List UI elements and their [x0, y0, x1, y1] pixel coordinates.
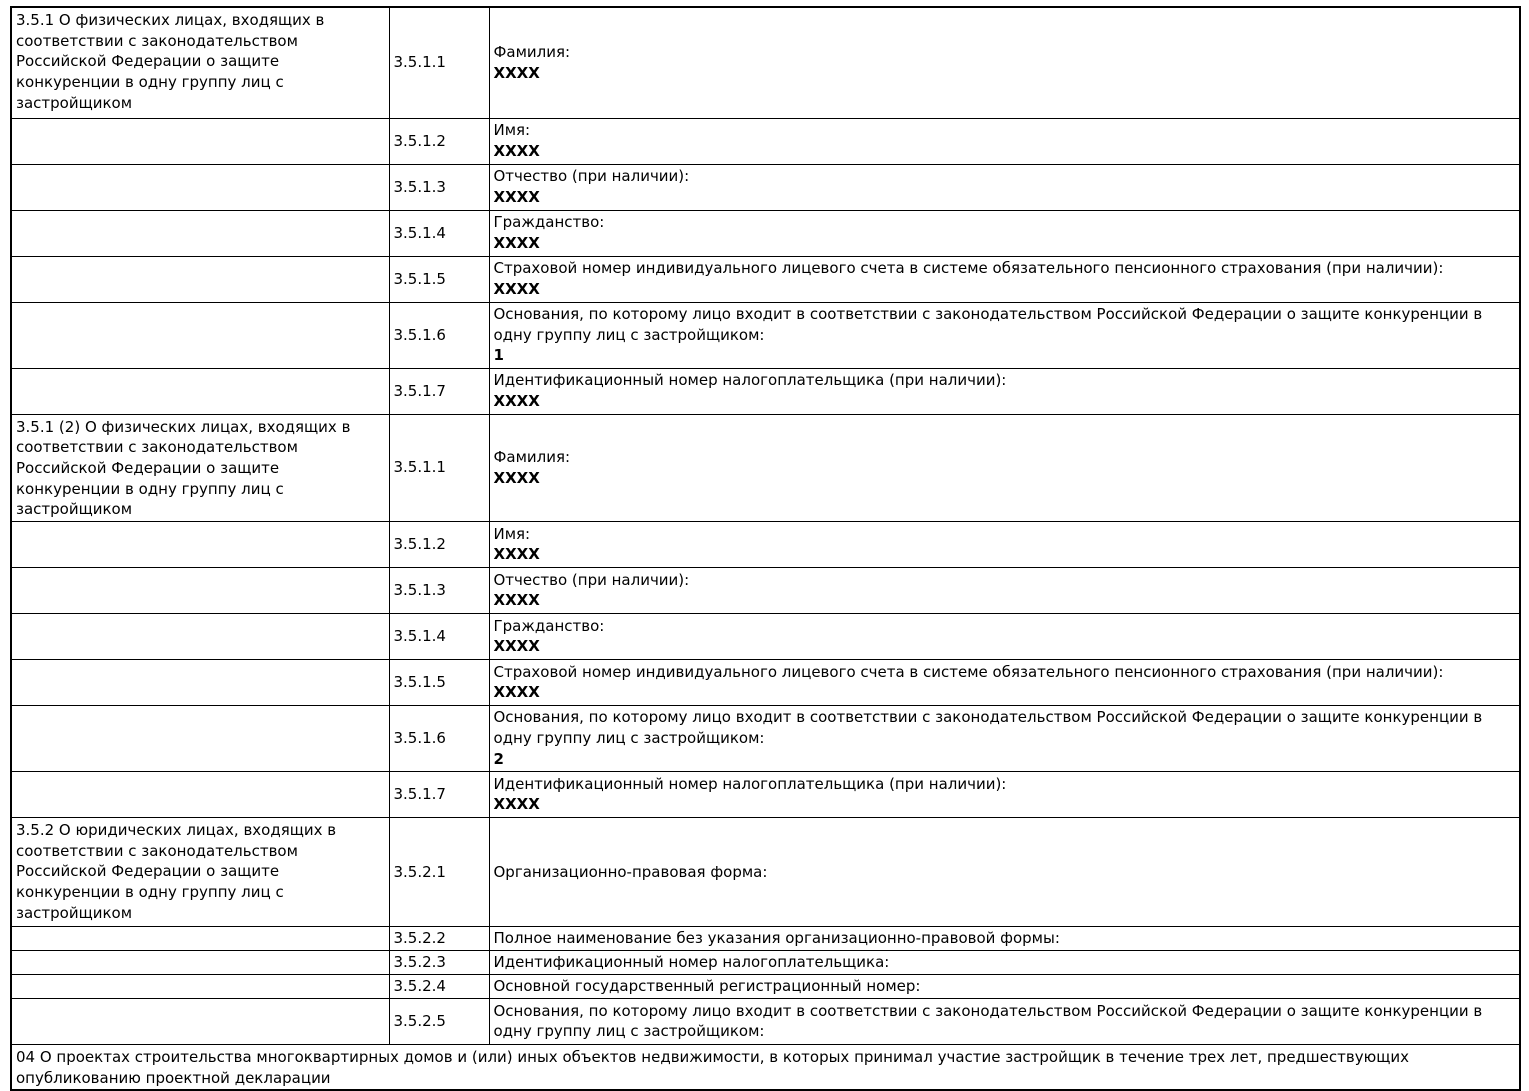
field-label: Фамилия: [493, 448, 571, 467]
section-cell-empty [11, 256, 389, 302]
content-cell [489, 613, 1520, 659]
field-label: Гражданство: [493, 213, 605, 232]
code-cell: 3.5.2.1 [389, 817, 489, 926]
code-cell: 3.5.1.4 [389, 613, 489, 659]
table-footer-row [11, 1044, 1520, 1090]
field-label: Фамилия: [493, 43, 571, 62]
section-cell-empty [11, 705, 389, 771]
content-cell [489, 164, 1520, 210]
code-cell: 3.5.1.3 [389, 567, 489, 613]
content-cell [489, 998, 1520, 1044]
table-row [11, 817, 1520, 926]
code-cell: 3.5.1.6 [389, 705, 489, 771]
table-row [11, 118, 1520, 164]
content-cell [489, 368, 1520, 414]
section-cell-empty [11, 567, 389, 613]
code-cell: 3.5.1.2 [389, 118, 489, 164]
table-row [11, 368, 1520, 414]
table-row [11, 521, 1520, 567]
content-cell [489, 659, 1520, 705]
section-cell: 3.5.1 (2) О физических лицах, входящих в соответствии с законодательством Российской Федерации о защите конкуренции в одну группу лиц с застройщиком [11, 414, 389, 521]
code-cell: 3.5.1.5 [389, 256, 489, 302]
content-cell [489, 705, 1520, 771]
footer-section-title: 04 О проектах строительства многоквартирных домов и (или) иных объектов недвижимости, в которых принимал участие застройщик в течение трех лет, предшествующих опубликованию проектной декларации [11, 1044, 1520, 1090]
code-cell: 3.5.1.2 [389, 521, 489, 567]
section-cell-empty [11, 164, 389, 210]
code-cell: 3.5.2.3 [389, 950, 489, 974]
table-row [11, 567, 1520, 613]
code-cell: 3.5.1.7 [389, 771, 489, 817]
code-cell: 3.5.1.1 [389, 7, 489, 118]
code-cell: 3.5.2.2 [389, 926, 489, 950]
code-cell: 3.5.2.4 [389, 974, 489, 998]
content-cell [489, 7, 1520, 118]
table-row [11, 613, 1520, 659]
content-cell [489, 974, 1520, 998]
table-row [11, 771, 1520, 817]
table-row [11, 210, 1520, 256]
field-value: XXXX [493, 683, 540, 702]
field-label: Организационно-правовая форма: [493, 862, 768, 881]
field-label: Страховой номер индивидуального лицевого счета в системе обязательного пенсионного страхования (при наличии): [493, 662, 1444, 681]
table-row [11, 659, 1520, 705]
section-cell-empty [11, 368, 389, 414]
field-label: Основания, по которому лицо входит в соответствии с законодательством Российской Федерации о защите конкуренции в одну группу лиц с застройщиком: [493, 1001, 1483, 1041]
field-label: Идентификационный номер налогоплательщика: [493, 953, 890, 972]
table-row [11, 998, 1520, 1044]
content-cell [489, 414, 1520, 521]
section-cell-empty [11, 771, 389, 817]
field-label: Отчество (при наличии): [493, 570, 690, 589]
table-row [11, 302, 1520, 368]
section-cell-empty [11, 926, 389, 950]
field-value: XXXX [493, 188, 540, 206]
field-label: Полное наименование без указания организационно-правовой формы: [493, 929, 1060, 948]
field-label: Имя: [493, 524, 531, 543]
section-cell-empty [11, 302, 389, 368]
field-label: Гражданство: [493, 616, 605, 635]
table-row [11, 164, 1520, 210]
code-cell: 3.5.1.3 [389, 164, 489, 210]
field-value: XXXX [493, 545, 540, 564]
code-cell: 3.5.2.5 [389, 998, 489, 1044]
table-row [11, 974, 1520, 998]
content-cell [489, 210, 1520, 256]
section-cell: 3.5.2 О юридических лицах, входящих в соответствии с законодательством Российской Федерации о защите конкуренции в одну группу лиц с застройщиком [11, 817, 389, 926]
content-cell [489, 926, 1520, 950]
content-cell [489, 256, 1520, 302]
field-value: XXXX [493, 795, 540, 814]
field-value: XXXX [493, 392, 540, 410]
field-value: XXXX [493, 280, 540, 298]
field-value: 1 [493, 346, 504, 365]
section-cell-empty [11, 521, 389, 567]
table-row [11, 414, 1520, 521]
field-value: XXXX [493, 142, 540, 160]
field-label: Основной государственный регистрационный номер: [493, 977, 921, 996]
table-row [11, 7, 1520, 118]
field-label: Страховой номер индивидуального лицевого счета в системе обязательного пенсионного страхования (при наличии): [493, 259, 1444, 278]
content-cell [489, 302, 1520, 368]
section-cell: 3.5.1 О физических лицах, входящих в соответствии с законодательством Российской Федерации о защите конкуренции в одну группу лиц с застройщиком [11, 7, 389, 118]
field-value: XXXX [493, 637, 540, 656]
section-cell-empty [11, 210, 389, 256]
section-cell-empty [11, 118, 389, 164]
content-cell [489, 567, 1520, 613]
field-value: XXXX [493, 591, 540, 610]
field-value: XXXX [493, 63, 540, 82]
content-cell [489, 118, 1520, 164]
field-label: Идентификационный номер налогоплательщика (при наличии): [493, 774, 1007, 793]
field-label: Имя: [493, 121, 531, 140]
table-row [11, 950, 1520, 974]
field-label: Отчество (при наличии): [493, 167, 690, 186]
section-cell-empty [11, 998, 389, 1044]
code-cell: 3.5.1.4 [389, 210, 489, 256]
section-cell-empty [11, 613, 389, 659]
declaration-table [10, 6, 1521, 1091]
field-value: 2 [493, 749, 504, 768]
code-cell: 3.5.1.5 [389, 659, 489, 705]
section-cell-empty [11, 950, 389, 974]
content-cell [489, 771, 1520, 817]
section-cell-empty [11, 659, 389, 705]
section-cell-empty [11, 974, 389, 998]
table-row [11, 926, 1520, 950]
field-label: Основания, по которому лицо входит в соответствии с законодательством Российской Федерации о защите конкуренции в одну группу лиц с застройщиком: [493, 708, 1483, 748]
content-cell [489, 950, 1520, 974]
code-cell: 3.5.1.6 [389, 302, 489, 368]
field-value: XXXX [493, 468, 540, 487]
field-value: XXXX [493, 234, 540, 252]
content-cell [489, 521, 1520, 567]
table-row [11, 256, 1520, 302]
content-cell [489, 817, 1520, 926]
field-label: Основания, по которому лицо входит в соответствии с законодательством Российской Федерации о защите конкуренции в одну группу лиц с застройщиком: [493, 304, 1483, 344]
code-cell: 3.5.1.7 [389, 368, 489, 414]
field-label: Идентификационный номер налогоплательщика (при наличии): [493, 371, 1007, 390]
code-cell: 3.5.1.1 [389, 414, 489, 521]
table-row [11, 705, 1520, 771]
